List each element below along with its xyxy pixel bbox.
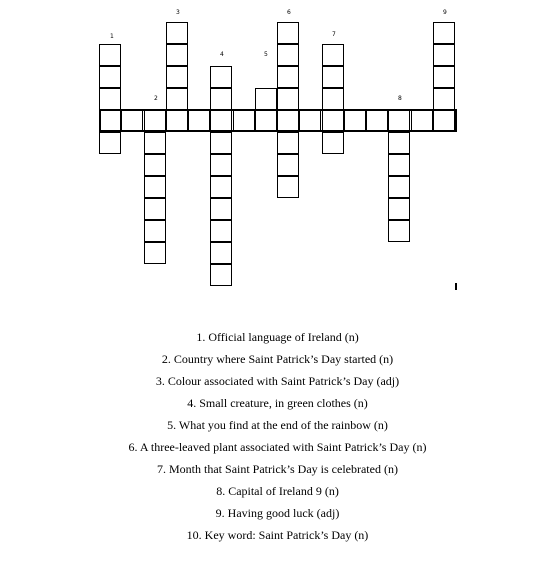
clue-number-label: 9: [443, 9, 447, 16]
crossword-cell[interactable]: [210, 242, 232, 264]
crossword-cell[interactable]: [166, 44, 188, 66]
crossword-cell[interactable]: [277, 88, 299, 110]
crossword-cell[interactable]: [144, 132, 166, 154]
crossword-cell[interactable]: [433, 110, 455, 132]
crossword-cell[interactable]: [166, 22, 188, 44]
crossword-cell[interactable]: [322, 66, 344, 88]
crossword-cell[interactable]: [188, 110, 210, 132]
clue-item: 3. Colour associated with Saint Patrick’s Day (adj): [155, 374, 400, 388]
crossword-cell[interactable]: [388, 198, 410, 220]
crossword-cell[interactable]: [144, 110, 166, 132]
crossword-cell[interactable]: [411, 110, 433, 132]
crossword-cell[interactable]: [388, 176, 410, 198]
crossword-cell[interactable]: [388, 110, 410, 132]
crossword-cell[interactable]: [299, 110, 321, 132]
crossword-cell[interactable]: [121, 110, 143, 132]
clue-item: 1. Official language of Ireland (n): [196, 330, 359, 344]
crossword-cell[interactable]: [210, 132, 232, 154]
crossword-cell[interactable]: [255, 88, 277, 110]
crossword-cell[interactable]: [344, 110, 366, 132]
crossword-cell[interactable]: [210, 264, 232, 286]
crossword-cell[interactable]: [144, 242, 166, 264]
clue-number-label: 5: [264, 51, 268, 58]
crossword-cell[interactable]: [210, 110, 232, 132]
clue-number-label: 2: [154, 95, 158, 102]
crossword-cell[interactable]: [166, 110, 188, 132]
crossword-cell[interactable]: [277, 110, 299, 132]
clue-number-label: 8: [398, 95, 402, 102]
crossword-cell[interactable]: [210, 66, 232, 88]
crossword-cell[interactable]: [366, 110, 388, 132]
crossword-cell[interactable]: [99, 66, 121, 88]
crossword-cell[interactable]: [99, 88, 121, 110]
crossword-cell[interactable]: [99, 110, 121, 132]
crossword-cell[interactable]: [210, 198, 232, 220]
clue-item: 5. What you find at the end of the rainbow (n): [167, 418, 388, 432]
crossword-cell[interactable]: [277, 176, 299, 198]
crossword-cell[interactable]: [210, 220, 232, 242]
crossword-cell[interactable]: [277, 44, 299, 66]
crossword-cell[interactable]: [322, 44, 344, 66]
crossword-cell[interactable]: [144, 198, 166, 220]
crossword-cell[interactable]: [277, 66, 299, 88]
crossword-cell[interactable]: [322, 88, 344, 110]
clue-item: 4. Small creature, in green clothes (n): [187, 396, 368, 410]
crossword-cell[interactable]: [322, 110, 344, 132]
crossword-cell[interactable]: [277, 132, 299, 154]
crossword-cell[interactable]: [99, 132, 121, 154]
clue-item: 2. Country where Saint Patrick’s Day started (n): [161, 352, 394, 366]
crossword-cell[interactable]: [322, 132, 344, 154]
crossword-cell[interactable]: [144, 154, 166, 176]
crossword-cell[interactable]: [166, 66, 188, 88]
crossword-cell[interactable]: [433, 88, 455, 110]
clue-item: 7. Month that Saint Patrick’s Day is celebrated (n): [157, 462, 398, 476]
crossword-cell[interactable]: [210, 176, 232, 198]
crossword-cell[interactable]: [166, 88, 188, 110]
clue-item: 10. Key word: Saint Patrick’s Day (n): [186, 528, 369, 542]
clue-number-label: 3: [176, 9, 180, 16]
crossword-cell[interactable]: [210, 88, 232, 110]
crossword-cell[interactable]: [388, 154, 410, 176]
clue-item: 8. Capital of Ireland 9 (n): [216, 484, 339, 498]
clue-number-label: 7: [332, 31, 336, 38]
crossword-cell[interactable]: [144, 176, 166, 198]
crossword-cell[interactable]: [255, 110, 277, 132]
crossword-cell[interactable]: [277, 154, 299, 176]
clue-number-label: 6: [287, 9, 291, 16]
crossword-cell[interactable]: [388, 220, 410, 242]
crossword-cell[interactable]: [277, 22, 299, 44]
clue-item: 6. A three-leaved plant associated with Saint Patrick’s Day (n): [128, 440, 427, 454]
clue-item: 9. Having good luck (adj): [215, 506, 340, 520]
crossword-cell[interactable]: [144, 220, 166, 242]
crossword-cell[interactable]: [388, 132, 410, 154]
crossword-cell[interactable]: [433, 66, 455, 88]
crossword-cell[interactable]: [99, 44, 121, 66]
crossword-cell[interactable]: [233, 110, 255, 132]
clue-number-label: 1: [110, 33, 114, 40]
text-cursor: [455, 283, 457, 290]
clue-number-label: 4: [220, 51, 224, 58]
crossword-cell[interactable]: [433, 44, 455, 66]
crossword-cell[interactable]: [433, 22, 455, 44]
crossword-cell[interactable]: [210, 154, 232, 176]
